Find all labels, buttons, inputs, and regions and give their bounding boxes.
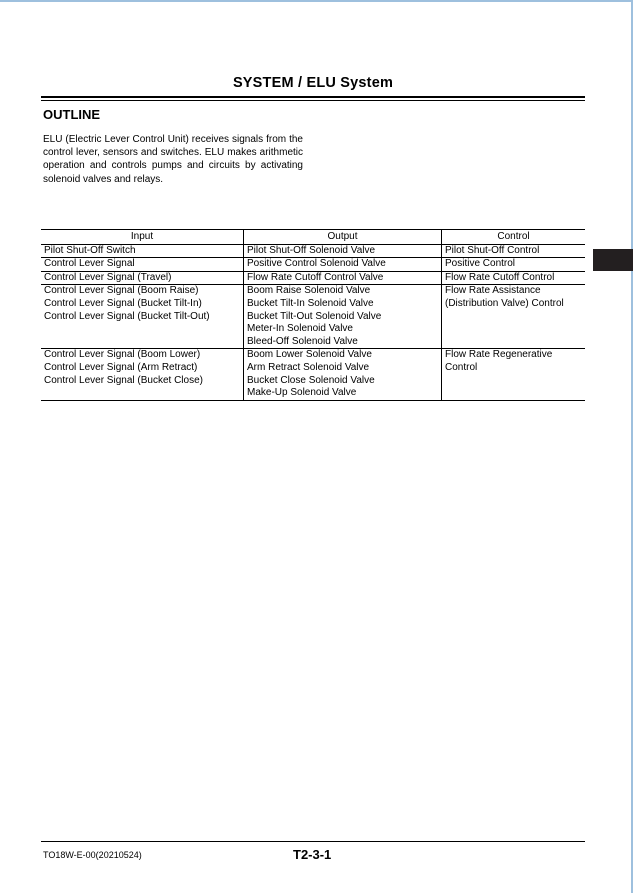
output-cell bbox=[244, 271, 442, 285]
input-cell bbox=[41, 349, 244, 400]
output-line: Boom Raise Solenoid Valve bbox=[247, 285, 371, 297]
column-header-control: Control bbox=[442, 230, 586, 245]
control-cell bbox=[442, 285, 586, 349]
output-line: Make-Up Solenoid Valve bbox=[247, 387, 357, 399]
input-line: Control Lever Signal (Bucket Tilt-Out) bbox=[44, 310, 210, 322]
output-line: Pilot Shut-Off Solenoid Valve bbox=[247, 244, 376, 256]
control-line: Positive Control bbox=[445, 258, 516, 270]
table-row bbox=[41, 349, 585, 400]
table-row bbox=[41, 258, 585, 272]
input-line: Control Lever Signal (Bucket Tilt-In) bbox=[44, 297, 202, 309]
elu-io-table bbox=[41, 229, 585, 401]
output-cell bbox=[244, 258, 442, 272]
output-line: Positive Control Solenoid Valve bbox=[247, 258, 386, 270]
input-cell bbox=[41, 244, 244, 258]
control-cell bbox=[442, 244, 586, 258]
output-line: Flow Rate Cutoff Control Valve bbox=[247, 271, 384, 283]
header-rule-thin bbox=[41, 100, 585, 101]
page-number: T2-3-1 bbox=[293, 847, 332, 862]
column-header-input: Input bbox=[41, 230, 244, 245]
input-line: Control Lever Signal bbox=[44, 258, 135, 270]
section-title: OUTLINE bbox=[43, 107, 101, 122]
viewer-frame-top bbox=[0, 0, 632, 2]
control-cell bbox=[442, 258, 586, 272]
output-line: Bleed-Off Solenoid Valve bbox=[247, 335, 358, 347]
output-line: Arm Retract Solenoid Valve bbox=[247, 361, 370, 373]
output-line: Boom Lower Solenoid Valve bbox=[247, 349, 372, 361]
table-header-row bbox=[41, 230, 585, 245]
control-line: Control bbox=[445, 361, 478, 373]
control-line: Flow Rate Regenerative bbox=[445, 349, 553, 361]
intro-paragraph: ELU (Electric Lever Control Unit) receives signals from the control lever, sensors and switches. ELU makes arithmetic operation and controls pumps and circuits by activating solenoid valves and relays. bbox=[43, 134, 303, 185]
input-line: Control Lever Signal (Boom Raise) bbox=[44, 285, 199, 297]
table-row bbox=[41, 271, 585, 285]
control-cell bbox=[442, 271, 586, 285]
output-cell bbox=[244, 285, 442, 349]
output-cell bbox=[244, 349, 442, 400]
input-line: Control Lever Signal (Boom Lower) bbox=[44, 349, 201, 361]
control-cell bbox=[442, 349, 586, 400]
input-cell bbox=[41, 271, 244, 285]
chapter-tab-marker bbox=[593, 249, 633, 271]
input-cell bbox=[41, 285, 244, 349]
control-line: Flow Rate Assistance bbox=[445, 285, 541, 297]
control-line: Flow Rate Cutoff Control bbox=[445, 271, 555, 283]
header-rule-thick bbox=[41, 96, 585, 98]
input-line: Pilot Shut-Off Switch bbox=[44, 244, 136, 256]
output-cell bbox=[244, 244, 442, 258]
output-line: Meter-In Solenoid Valve bbox=[247, 323, 353, 335]
table-row bbox=[41, 244, 585, 258]
input-line: Control Lever Signal (Bucket Close) bbox=[44, 374, 203, 386]
control-line: (Distribution Valve) Control bbox=[445, 297, 564, 309]
control-line: Pilot Shut-Off Control bbox=[445, 244, 540, 256]
output-line: Bucket Close Solenoid Valve bbox=[247, 374, 375, 386]
input-line: Control Lever Signal (Arm Retract) bbox=[44, 361, 198, 373]
input-cell bbox=[41, 258, 244, 272]
document-code: TO18W-E-00(20210524) bbox=[43, 850, 142, 860]
footer-rule bbox=[41, 841, 585, 842]
output-line: Bucket Tilt-Out Solenoid Valve bbox=[247, 310, 382, 322]
page-header-title: SYSTEM / ELU System bbox=[232, 75, 394, 91]
input-line: Control Lever Signal (Travel) bbox=[44, 271, 172, 283]
column-header-output: Output bbox=[244, 230, 442, 245]
table-row bbox=[41, 285, 585, 349]
output-line: Bucket Tilt-In Solenoid Valve bbox=[247, 297, 374, 309]
